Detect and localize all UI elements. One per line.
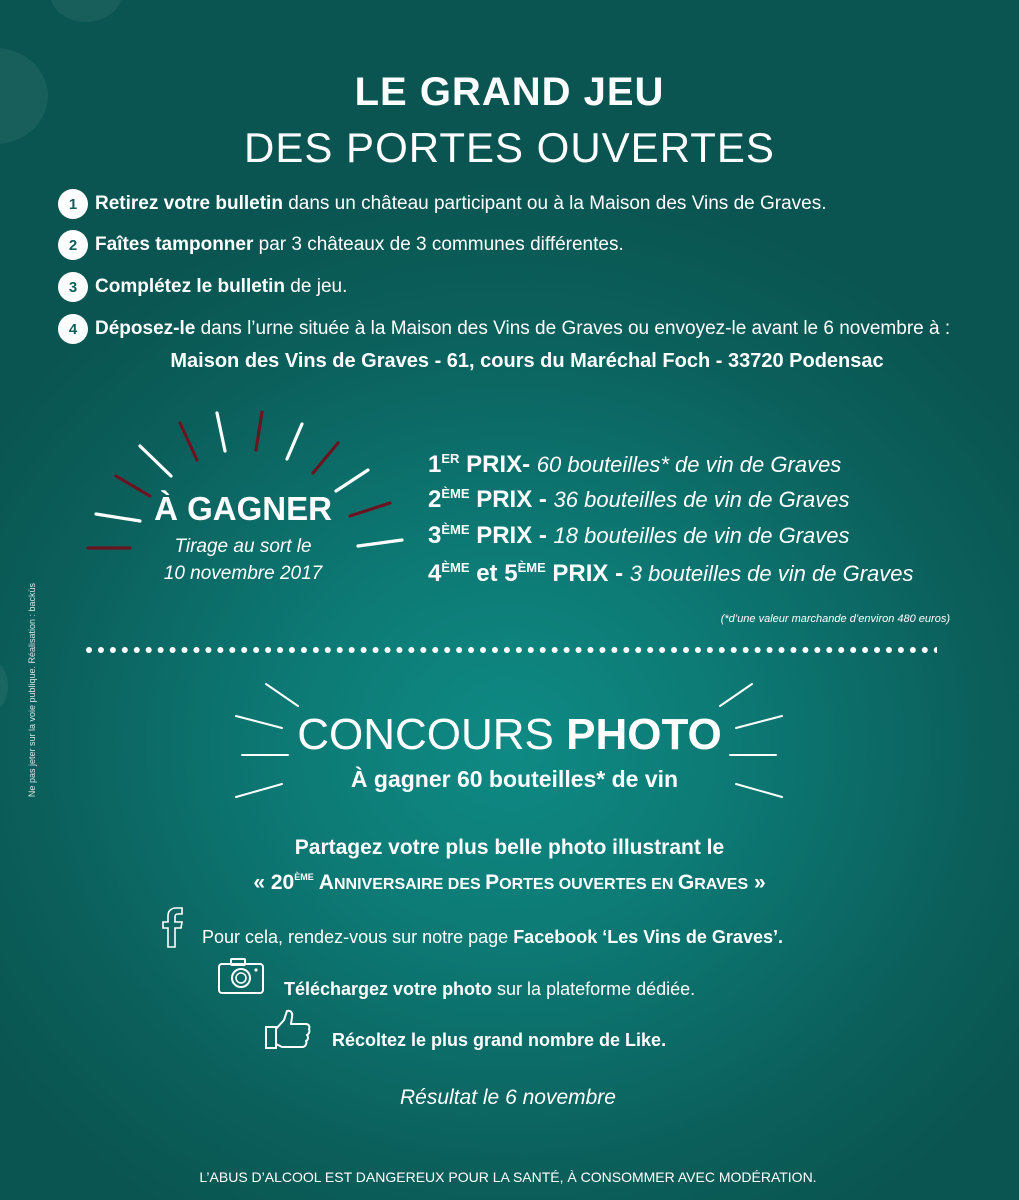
divider-dot: [850, 647, 856, 653]
prize-1: 1ER PRIX- 60 bouteilles* de vin de Graves: [428, 451, 842, 478]
burst-ray: [336, 470, 368, 491]
step-number-badge: 1: [58, 189, 88, 219]
contest-ray: [266, 684, 298, 706]
divider-dot: [934, 647, 937, 653]
divider-dot: [635, 647, 641, 653]
divider-dot: [802, 647, 808, 653]
step-text: Complétez le bulletin de jeu.: [95, 276, 348, 297]
prize-2: 2ÈME PRIX - 36 bouteilles de vin de Graves: [428, 486, 850, 513]
divider-dot: [325, 647, 331, 653]
divider-dot: [182, 647, 188, 653]
divider-dot: [683, 647, 689, 653]
divider-dot: [779, 647, 785, 653]
divider-dot: [110, 647, 116, 653]
divider-dot: [480, 647, 486, 653]
divider-dot: [468, 647, 474, 653]
burst-ray: [358, 540, 402, 546]
burst-ray: [180, 423, 197, 460]
divider-dot: [743, 647, 749, 653]
divider-dot: [134, 647, 140, 653]
photo-contest-subtitle: À gagner 60 bouteilles* de vin: [350, 766, 679, 792]
burst-ray: [140, 446, 171, 476]
divider-dot: [611, 647, 617, 653]
dotted-divider: [85, 645, 937, 655]
page-title: LE GRAND JEU: [354, 70, 665, 114]
divider-dot: [647, 647, 653, 653]
divider-dot: [158, 647, 164, 653]
divider-dot: [289, 647, 295, 653]
divider-dot: [838, 647, 844, 653]
divider-dot: [898, 647, 904, 653]
divider-dot: [874, 647, 880, 653]
divider-dot: [695, 647, 701, 653]
burst-ray: [287, 424, 302, 459]
side-credit-text: Ne pas jeter sur la voie publique. Réalisation : backüs: [27, 582, 37, 798]
divider-dot: [277, 647, 283, 653]
burst-ray: [313, 443, 338, 473]
draw-date-text: Tirage au sort le 10 novembre 2017: [163, 536, 323, 584]
divider-dot: [516, 647, 522, 653]
divider-dot: [217, 647, 223, 653]
divider-dot: [492, 647, 498, 653]
contest-ray: [720, 684, 752, 706]
share-instruction: Partagez votre plus belle photo illustrant le: [294, 836, 725, 859]
divider-dot: [599, 647, 605, 653]
divider-dot: [432, 647, 438, 653]
divider-dot: [707, 647, 713, 653]
burst-ray: [96, 514, 140, 521]
divider-dot: [229, 647, 235, 653]
divider-dot: [337, 647, 343, 653]
divider-dot: [790, 647, 796, 653]
divider-dot: [731, 647, 737, 653]
collect-likes-step: Récoltez le plus grand nombre de Like.: [332, 1030, 667, 1050]
divider-dot: [922, 647, 928, 653]
page-subtitle: DES PORTES OUVERTES: [244, 124, 775, 171]
result-date: Résultat le 6 novembre: [400, 1086, 616, 1109]
divider-dot: [146, 647, 152, 653]
prize-heading: À GAGNER: [154, 490, 332, 527]
divider-dot: [265, 647, 271, 653]
camera-icon: [217, 957, 265, 995]
divider-dot: [552, 647, 558, 653]
facebook-icon: [160, 906, 184, 948]
step-number-badge: 2: [58, 230, 88, 260]
upload-photo-step: Téléchargez votre photo sur la plateforme dédiée.: [284, 979, 696, 999]
divider-dot: [767, 647, 773, 653]
divider-dot: [408, 647, 414, 653]
thumbs-up-icon: [264, 1008, 312, 1050]
divider-dot: [420, 647, 426, 653]
divider-dot: [98, 647, 104, 653]
burst-ray: [350, 503, 390, 516]
divider-dot: [301, 647, 307, 653]
divider-dot: [373, 647, 379, 653]
divider-dot: [814, 647, 820, 653]
divider-dot: [170, 647, 176, 653]
divider-dot: [623, 647, 629, 653]
step-number-badge: 4: [58, 314, 88, 344]
divider-dot: [193, 647, 199, 653]
divider-dot: [361, 647, 367, 653]
step-text: Déposez-le dans l’urne située à la Maison des Vins de Graves ou envoyez-le avant le 6 novembre à :: [95, 318, 951, 339]
divider-dot: [528, 647, 534, 653]
divider-dot: [910, 647, 916, 653]
prize-3: 3ÈME PRIX - 18 bouteilles de vin de Graves: [428, 522, 850, 549]
divider-dot: [396, 647, 402, 653]
divider-dot: [122, 647, 128, 653]
step-text: Faîtes tamponner par 3 châteaux de 3 communes différentes.: [95, 234, 624, 255]
postal-address: Maison des Vins de Graves - 61, cours du Maréchal Foch - 33720 Podensac: [170, 350, 884, 372]
divider-dot: [564, 647, 570, 653]
divider-dot: [313, 647, 319, 653]
divider-dot: [241, 647, 247, 653]
prize-4-5: 4ÈME et 5ÈME PRIX - 3 bouteilles de vin de Graves: [428, 560, 914, 587]
divider-dot: [205, 647, 211, 653]
divider-dot: [86, 647, 92, 653]
step-number-badge: 3: [58, 272, 88, 302]
burst-ray: [217, 413, 225, 451]
divider-dot: [504, 647, 510, 653]
divider-dot: [659, 647, 665, 653]
divider-dot: [540, 647, 546, 653]
divider-dot: [349, 647, 355, 653]
legal-disclaimer: L’ABUS D’ALCOOL EST DANGEREUX POUR LA SANTÉ, À CONSOMMER AVEC MODÉRATION.: [199, 1169, 817, 1185]
burst-ray: [256, 412, 262, 450]
divider-dot: [385, 647, 391, 653]
anniversary-theme: « 20ÈME ANNIVERSAIRE DES PORTES OUVERTES EN GRAVES »: [253, 871, 766, 894]
divider-dot: [862, 647, 868, 653]
step-text: Retirez votre bulletin dans un château participant ou à la Maison des Vins de Graves.: [95, 193, 827, 214]
divider-dot: [826, 647, 832, 653]
divider-dot: [671, 647, 677, 653]
facebook-step: Pour cela, rendez-vous sur notre page Facebook ‘Les Vins de Graves’.: [202, 927, 783, 947]
divider-dot: [253, 647, 259, 653]
divider-dot: [755, 647, 761, 653]
divider-dot: [456, 647, 462, 653]
divider-dot: [886, 647, 892, 653]
prize-footnote: (*d’une valeur marchande d’environ 480 euros): [720, 613, 950, 625]
photo-contest-title: CONCOURS PHOTO: [297, 710, 722, 759]
divider-dot: [587, 647, 593, 653]
divider-dot: [719, 647, 725, 653]
divider-dot: [444, 647, 450, 653]
divider-dot: [576, 647, 582, 653]
